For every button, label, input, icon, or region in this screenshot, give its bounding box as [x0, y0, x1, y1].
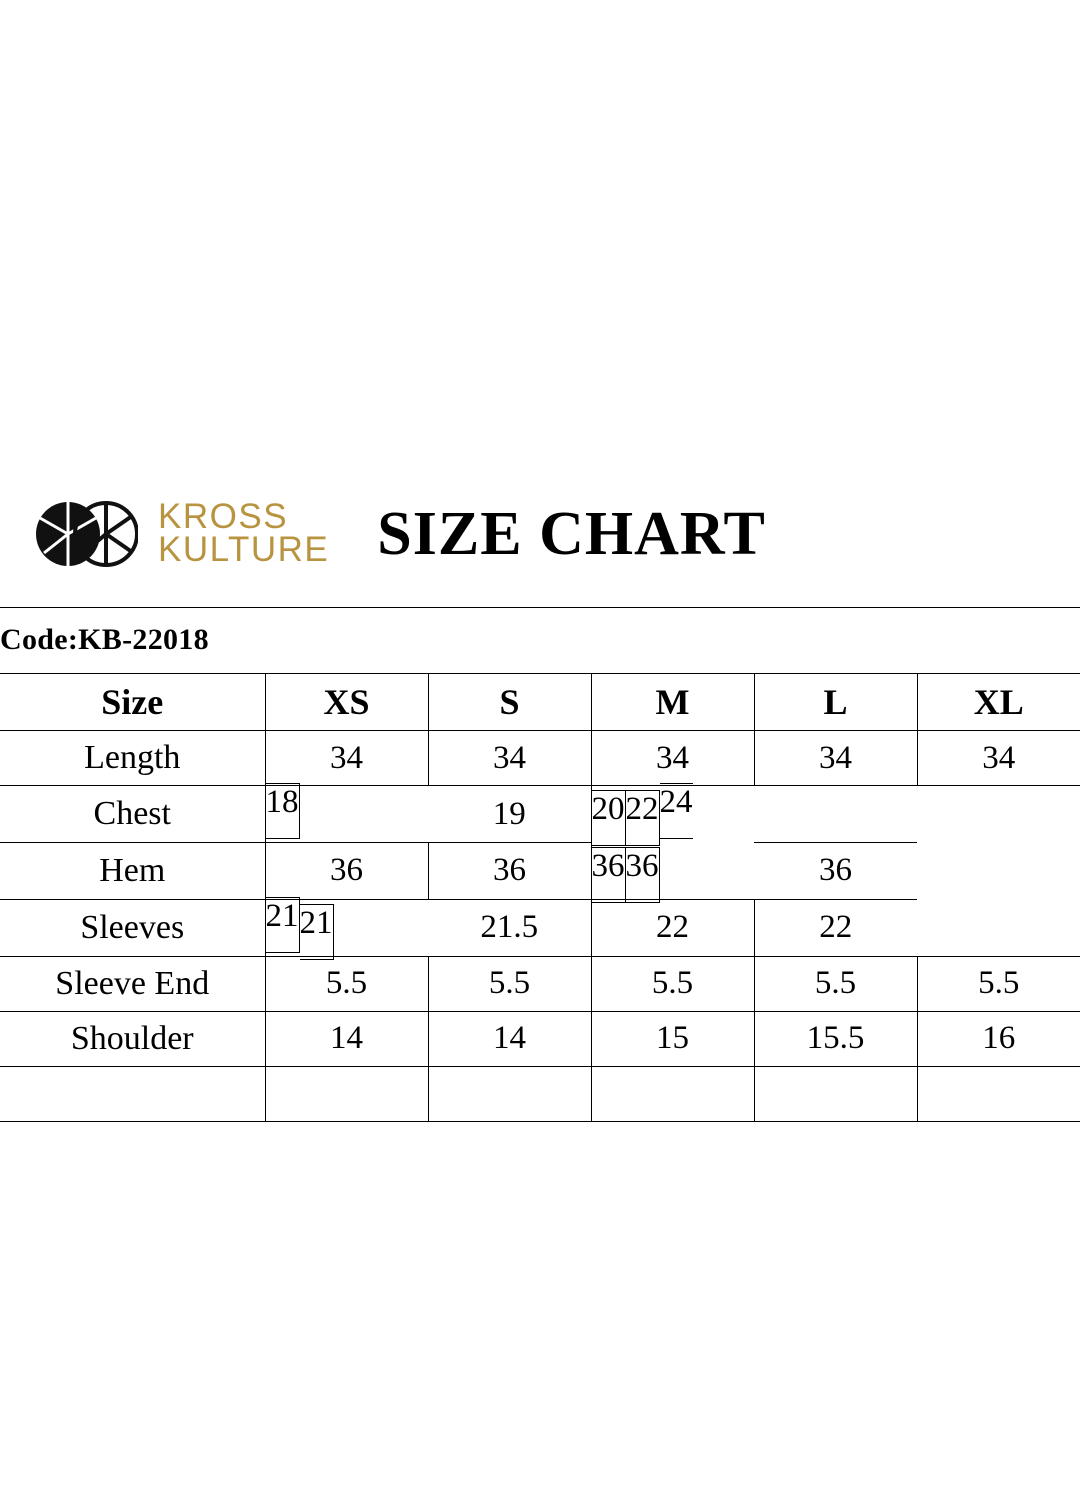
row-label-hem: Hem [0, 843, 265, 900]
spacer-cell [265, 1066, 428, 1121]
cell-chest-m: 20 [592, 790, 626, 846]
product-code: Code:KB-22018 [0, 623, 209, 656]
cell-hem-xl: 36 [754, 843, 917, 900]
cell-sleeve-end-l: 5.5 [754, 956, 917, 1011]
row-label-chest: Chest [0, 786, 265, 843]
cell-hem-l: 36 [626, 847, 660, 903]
brand-line-1: KROSS [158, 497, 289, 537]
cell-chest-s: 19 [428, 786, 591, 843]
table-row [0, 956, 1080, 1011]
cell-sleeves-m: 21.5 [428, 899, 591, 956]
cell-length-m: 34 [591, 731, 754, 786]
spacer-cell [0, 1066, 265, 1121]
cell-hem-s: 36 [428, 843, 591, 900]
column-header-xl: XL [917, 674, 1080, 731]
spacer-cell [754, 1066, 917, 1121]
cell-sleeve-end-xs: 5.5 [265, 956, 428, 1011]
cell-length-xl: 34 [917, 731, 1080, 786]
table-row [0, 843, 1080, 900]
column-header-xs: XS [265, 674, 428, 731]
cell-length-s: 34 [428, 731, 591, 786]
cell-chest-xl: 24 [660, 783, 693, 839]
row-label-length: Length [0, 731, 265, 786]
table-row [0, 731, 1080, 786]
column-header-l: L [754, 674, 917, 731]
cell-sleeves-xl: 22 [754, 899, 917, 956]
cell-shoulder-l: 15.5 [754, 1011, 917, 1066]
header-divider [0, 607, 1080, 608]
cell-hem-xs: 36 [265, 843, 428, 900]
kross-kulture-circle-logo-icon [30, 484, 142, 584]
cell-length-l: 34 [754, 731, 917, 786]
cell-chest-l: 22 [626, 790, 660, 846]
cell-sleeve-end-m: 5.5 [591, 956, 754, 1011]
spacer-cell [428, 1066, 591, 1121]
spacer-cell [917, 1066, 1080, 1121]
size-chart-table [0, 673, 1080, 1122]
column-header-s: S [428, 674, 591, 731]
row-label-shoulder: Shoulder [0, 1011, 265, 1066]
table-header-row [0, 674, 1080, 731]
column-header-m: M [591, 674, 754, 731]
size-chart-table-wrapper [0, 673, 1080, 1122]
page-title: SIZE CHART [377, 499, 766, 568]
cell-sleeve-end-s: 5.5 [428, 956, 591, 1011]
cell-shoulder-s: 14 [428, 1011, 591, 1066]
cell-sleeves-l: 22 [591, 899, 754, 956]
column-header-size: Size [0, 674, 265, 731]
cell-length-xs: 34 [265, 731, 428, 786]
cell-shoulder-xs: 14 [265, 1011, 428, 1066]
table-bottom-spacer-row [0, 1066, 1080, 1121]
cell-shoulder-xl: 16 [917, 1011, 1080, 1066]
row-label-sleeve-end: Sleeve End [0, 956, 265, 1011]
table-row [0, 899, 1080, 956]
cell-chest-xs: 18 [266, 783, 300, 839]
cell-sleeves-s: 21 [300, 904, 334, 960]
row-label-sleeves: Sleeves [0, 899, 265, 956]
table-row [0, 1011, 1080, 1066]
cell-sleeves-xs: 21 [266, 897, 300, 953]
brand-line-2: KULTURE [158, 530, 330, 569]
cell-shoulder-m: 15 [591, 1011, 754, 1066]
cell-sleeve-end-xl: 5.5 [917, 956, 1080, 1011]
table-row [0, 786, 1080, 843]
document-header [0, 470, 1080, 598]
cell-hem-m: 36 [592, 847, 626, 903]
brand-wordmark [158, 497, 330, 569]
spacer-cell [591, 1066, 754, 1121]
